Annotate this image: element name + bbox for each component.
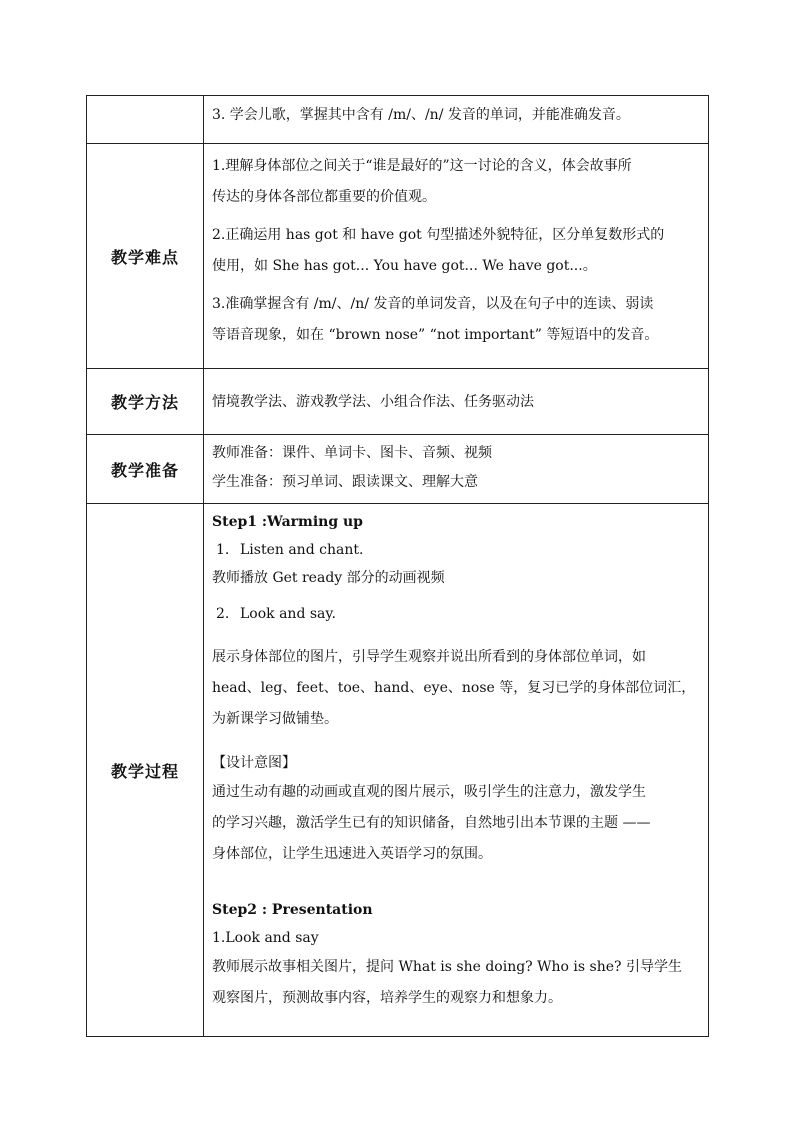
methods-content: 情境教学法、游戏教学法、小组合作法、任务驱动法 [204, 369, 709, 435]
step1-item-2 [212, 600, 701, 628]
step1-paragraph-line-3: 为新课学习做铺垫。 [212, 711, 338, 727]
step2-item-1: 1.Look and say [212, 930, 319, 946]
objective-3-text: 3. 学会儿歌，掌握其中含有 /m/、/n/ 发音的单词，并能准确发音。 [212, 107, 630, 123]
teacher-preparation: 教师准备：课件、单词卡、图卡、音频、视频 [212, 445, 492, 461]
step1-item-1 [212, 536, 701, 564]
step2-paragraph [212, 952, 701, 1014]
methods-label: 教学方法 [87, 369, 204, 435]
difficulty-2-line-1: 2.正确运用 has got 和 have got 句型描述外貌特征，区分单复数形式的 [212, 227, 665, 243]
step2-title: Step2 : Presentation [212, 902, 373, 918]
difficulty-2-line-2: 使用，如 She has got... You have got... We have got...。 [212, 258, 597, 274]
process-label: 教学过程 [87, 504, 204, 1037]
objectives-row [87, 96, 709, 144]
step1-item-2-number: 2. [216, 606, 230, 622]
difficulty-3-line-2: 等语音现象，如在 “brown nose” “not important” 等短语中的发音。 [212, 327, 659, 343]
lesson-plan-table [86, 95, 709, 1037]
difficulties-label: 教学难点 [87, 144, 204, 369]
difficulty-1-line-2: 传达的身体各部位都重要的价值观。 [212, 189, 436, 205]
step1-paragraph-line-1: 展示身体部位的图片，引导学生观察并说出所看到的身体部位单词，如 [212, 649, 646, 665]
step2-paragraph-line-2: 观察图片，预测故事内容，培养学生的观察力和想象力。 [212, 990, 562, 1006]
step1-paragraph [212, 642, 701, 735]
objectives-label-cell [87, 96, 204, 144]
preparation-content-cell [204, 435, 709, 504]
design-intent-line-2: 的学习兴趣，激活学生已有的知识储备，自然地引出本节课的主题 —— [212, 815, 651, 831]
process-row [87, 504, 709, 1037]
difficulties-row [87, 144, 709, 369]
design-intent-line-3: 身体部位，让学生迅速进入英语学习的氛围。 [212, 846, 492, 862]
step1-title: Step1 :Warming up [212, 514, 363, 530]
step1-item-2-text: Look and say. [240, 606, 336, 622]
design-intent-title: 【设计意图】 [212, 755, 296, 771]
step1-item-1-number: 1. [216, 542, 230, 558]
step2-paragraph-line-1: 教师展示故事相关图片，提问 What is she doing? Who is she? 引导学生 [212, 959, 682, 975]
difficulty-item-2 [212, 220, 701, 282]
process-content-cell [204, 504, 709, 1037]
step1-paragraph-line-2: head、leg、feet、toe、hand、eye、nose 等，复习已学的身体部位词汇， [212, 680, 696, 696]
difficulty-1-line-1: 1.理解身体部位之间关于“谁是最好的”这一讨论的含义，体会故事所 [212, 158, 632, 174]
design-intent-paragraph [212, 777, 701, 870]
difficulties-content-cell [204, 144, 709, 369]
preparation-label: 教学准备 [87, 435, 204, 504]
step1-item-1-text: Listen and chant. [240, 542, 364, 558]
student-preparation: 学生准备：预习单词、跟读课文、理解大意 [212, 474, 478, 490]
difficulty-item-3 [212, 289, 701, 351]
objectives-content-cell [204, 96, 709, 144]
design-intent-line-1: 通过生动有趣的动画或直观的图片展示，吸引学生的注意力，激发学生 [212, 784, 646, 800]
difficulty-item-1 [212, 151, 701, 213]
methods-row [87, 369, 709, 435]
difficulty-3-line-1: 3.准确掌握含有 /m/、/n/ 发音的单词发音，以及在句子中的连读、弱读 [212, 296, 654, 312]
preparation-row [87, 435, 709, 504]
step1-item-1-desc: 教师播放 Get ready 部分的动画视频 [212, 570, 445, 586]
